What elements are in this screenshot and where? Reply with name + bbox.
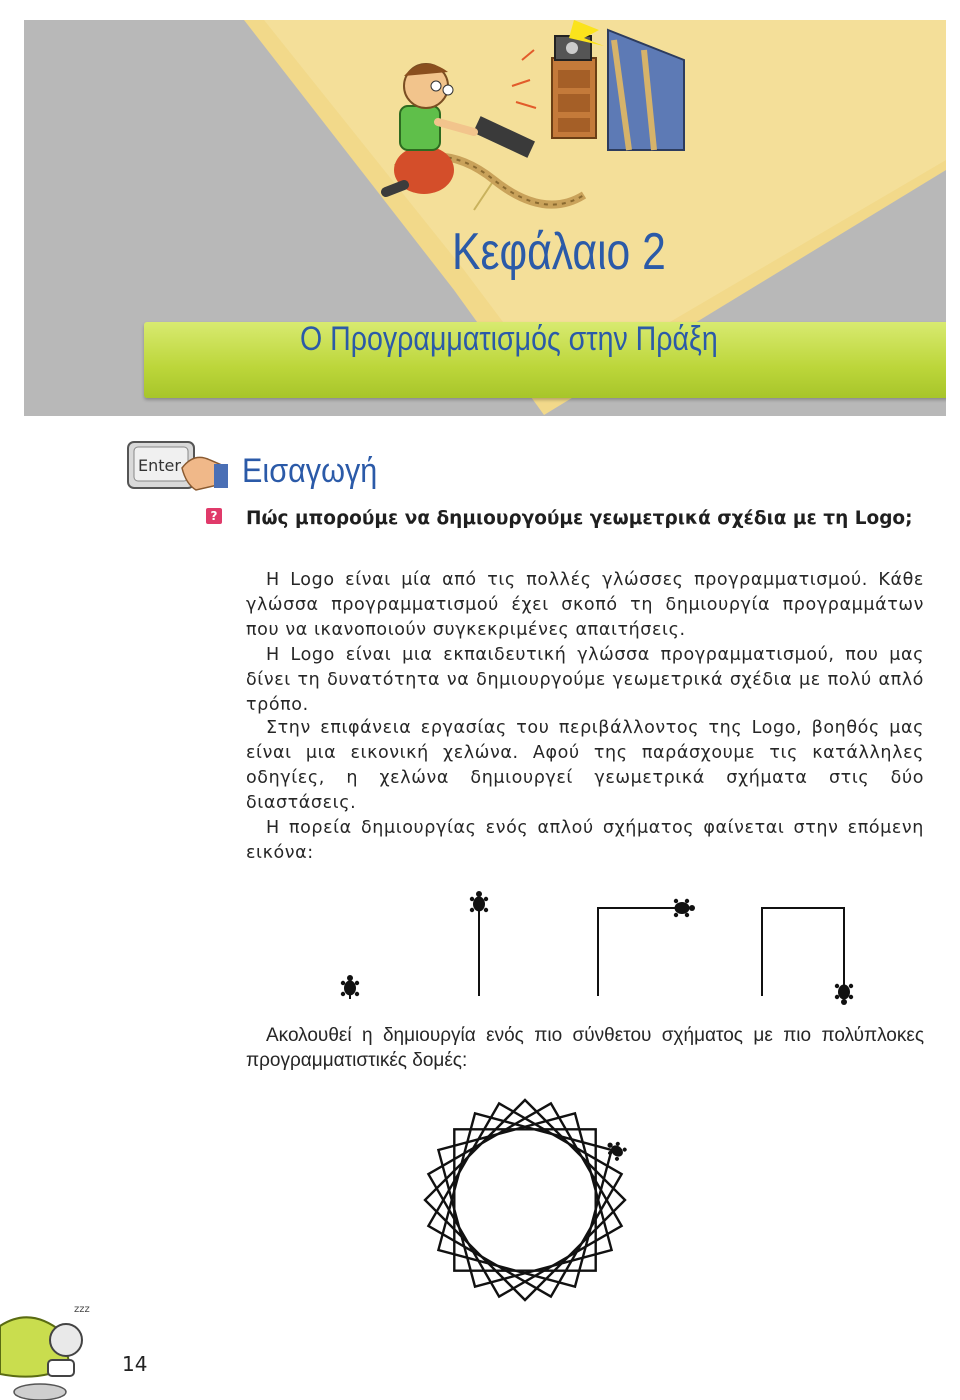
- paragraph-3: Στην επιφάνεια εργασίας του περιβάλλοντος της Logo, βοηθός μας είναι μια εικονική χελώνα. Αφού της παράσχουμε τις κατάλληλες οδηγίες, η χελώνα δημιουργεί γεωμετρικά σχήματα στις δύο διαστάσεις.: [246, 718, 924, 813]
- cartoon-text: zzz: [74, 1304, 90, 1315]
- chapter-subtitle: Ο Προγραμματισμός στην Πράξη: [300, 320, 718, 358]
- paragraph-5: Ακολουθεί η δημιουργία ενός πιο σύνθετου σχήματος με πιο πολύπλοκες προγραμματιστικές δομές:: [246, 1025, 924, 1071]
- star-square: [438, 1113, 611, 1286]
- paragraph-2: Η Logo είναι μια εκπαιδευτική γλώσσα προγραμματισμού, που μας δίνει τη δυνατότητα να δημιουργούμε γεωμετρικά σχέδια με πολύ απλό τρόπο.: [246, 645, 924, 715]
- page-number: 14: [122, 1352, 148, 1376]
- sleeping-mouse-cartoon: [0, 1296, 120, 1400]
- chapter-title: Κεφάλαιο 2: [452, 223, 666, 281]
- turtle-step-3: [598, 899, 695, 996]
- star-square: [428, 1103, 621, 1296]
- turtle-step-4: [762, 908, 853, 1005]
- svg-text:Enter: Enter: [138, 456, 181, 475]
- star-square: [428, 1103, 621, 1296]
- star-square: [438, 1113, 611, 1286]
- turtle-icon: [470, 891, 488, 915]
- paragraph-1: Η Logo είναι μία από τις πολλές γλώσσες προγραμματισμού. Κάθε γλώσσα προγραμματισμού έχει σκοπό τη δημιουργία προγραμμάτων που να ικανοποιούν συγκεκριμένες απαιτήσεις.: [246, 570, 924, 640]
- enter-key-icon: [126, 438, 230, 496]
- paragraph-4: Η πορεία δημιουργίας ενός απλού σχήματος φαίνεται στην επόμενη εικόνα:: [246, 818, 924, 863]
- section-question: Πώς μπορούμε να δημιουργούμε γεωμετρικά σχέδια με τη Logo;: [246, 508, 913, 529]
- turtle-icon: [835, 981, 853, 1005]
- turtle-icon: [341, 975, 359, 999]
- section-title: Εισαγωγή: [242, 452, 378, 490]
- star-pattern-figure: [412, 1093, 638, 1307]
- turtle-icon: [671, 899, 695, 917]
- turtle-step-2: [470, 891, 488, 996]
- question-mark-icon: ?: [206, 508, 222, 524]
- turtle-steps-figure: [326, 888, 912, 1010]
- turtle-step-1: [341, 975, 359, 999]
